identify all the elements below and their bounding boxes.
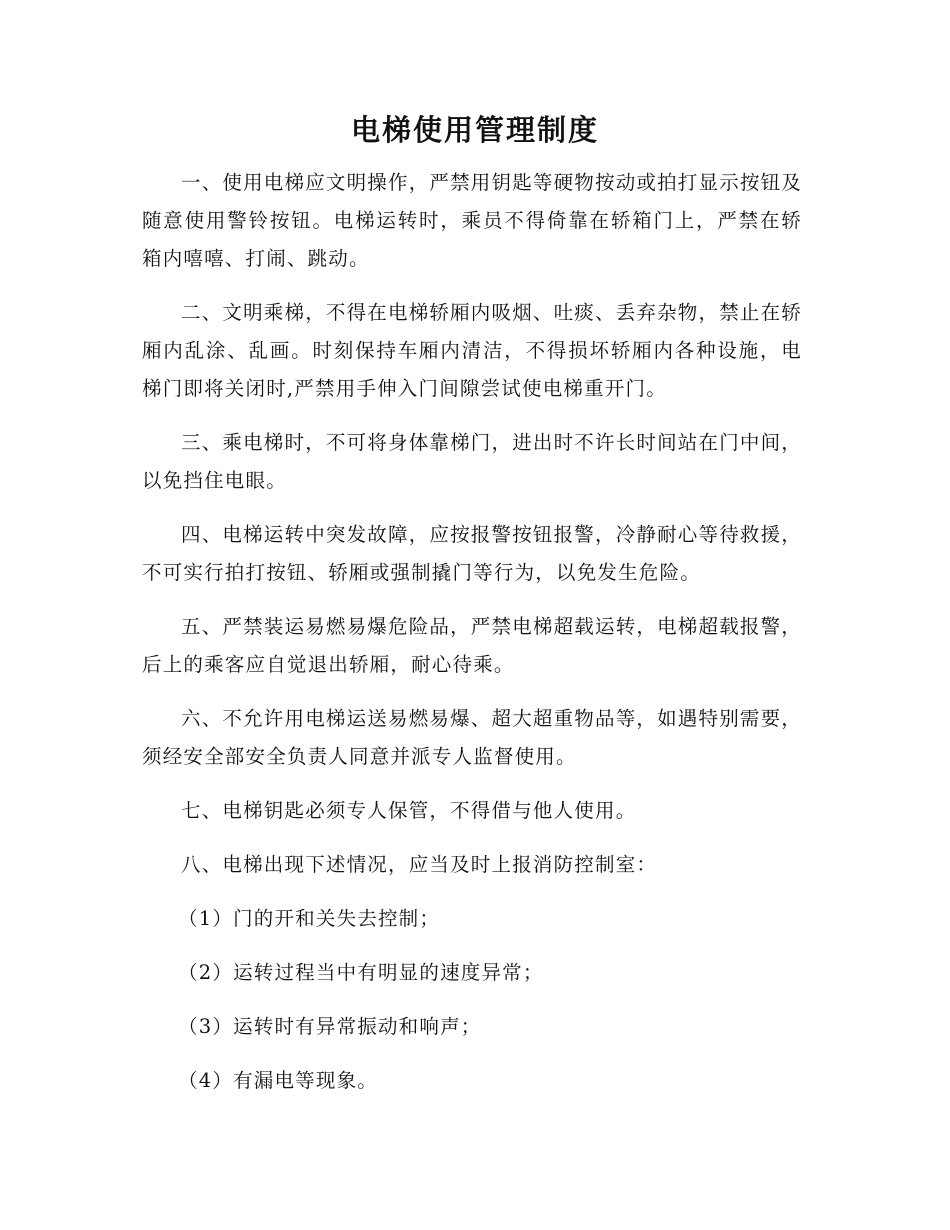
- document-title: 电梯使用管理制度: [350, 113, 599, 147]
- paragraph-5: 五、严禁装运易燃易爆危险品，严禁电梯超载运转，电梯超载报警，后上的乘客应自觉退出轿厢，耐心待乘。: [142, 615, 803, 676]
- list-item-4: （4）有漏电等现象。: [178, 1069, 378, 1092]
- paragraph-8: 八、电梯出现下述情况，应当及时上报消防控制室：: [181, 853, 658, 876]
- paragraph-6: 六、不允许用电梯运送易燃易爆、超大超重物品等，如遇特别需要， 须经安全部安全负责人同意并派专人监督使用。: [142, 707, 803, 768]
- paragraph-1: 一、使用电梯应文明操作，严禁用钥匙等硬物按动或拍打显示按钮及随意使用警铃按钮。电梯运转时，乘员不得倚靠在轿箱门上，严禁在轿箱内嘻嘻、打闹、跳动。: [142, 171, 803, 270]
- paragraph-2: 二、文明乘梯，不得在电梯轿厢内吸烟、吐痰、丢弃杂物，禁止在轿厢内乱涂、乱画。时刻保持车厢内清洁，不得损坏轿厢内各种设施，电梯门即将关闭时,严禁用手伸入门间隙尝试使电梯重开门。: [142, 301, 803, 400]
- list-item-3: （3）运转时有异常振动和响声；: [178, 1015, 482, 1038]
- document-body: [142, 164, 802, 1116]
- paragraph-4: 四、电梯运转中突发故障，应按报警按钮报警，冷静耐心等待救援，不可实行拍打按钮、轿厢或强制撬门等行为，以免发生危险。: [142, 523, 803, 584]
- list-item-2: （2）运转过程当中有明显的速度异常；: [178, 961, 544, 984]
- list-item-1: （1）门的开和关失去控制；: [178, 907, 441, 930]
- paragraph-3: 三、乘电梯时，不可将身体靠梯门，进出时不许长时间站在门中间，以免挡住电眼。: [142, 431, 803, 492]
- paragraph-7: 七、电梯钥匙必须专人保管，不得借与他人使用。: [181, 799, 637, 822]
